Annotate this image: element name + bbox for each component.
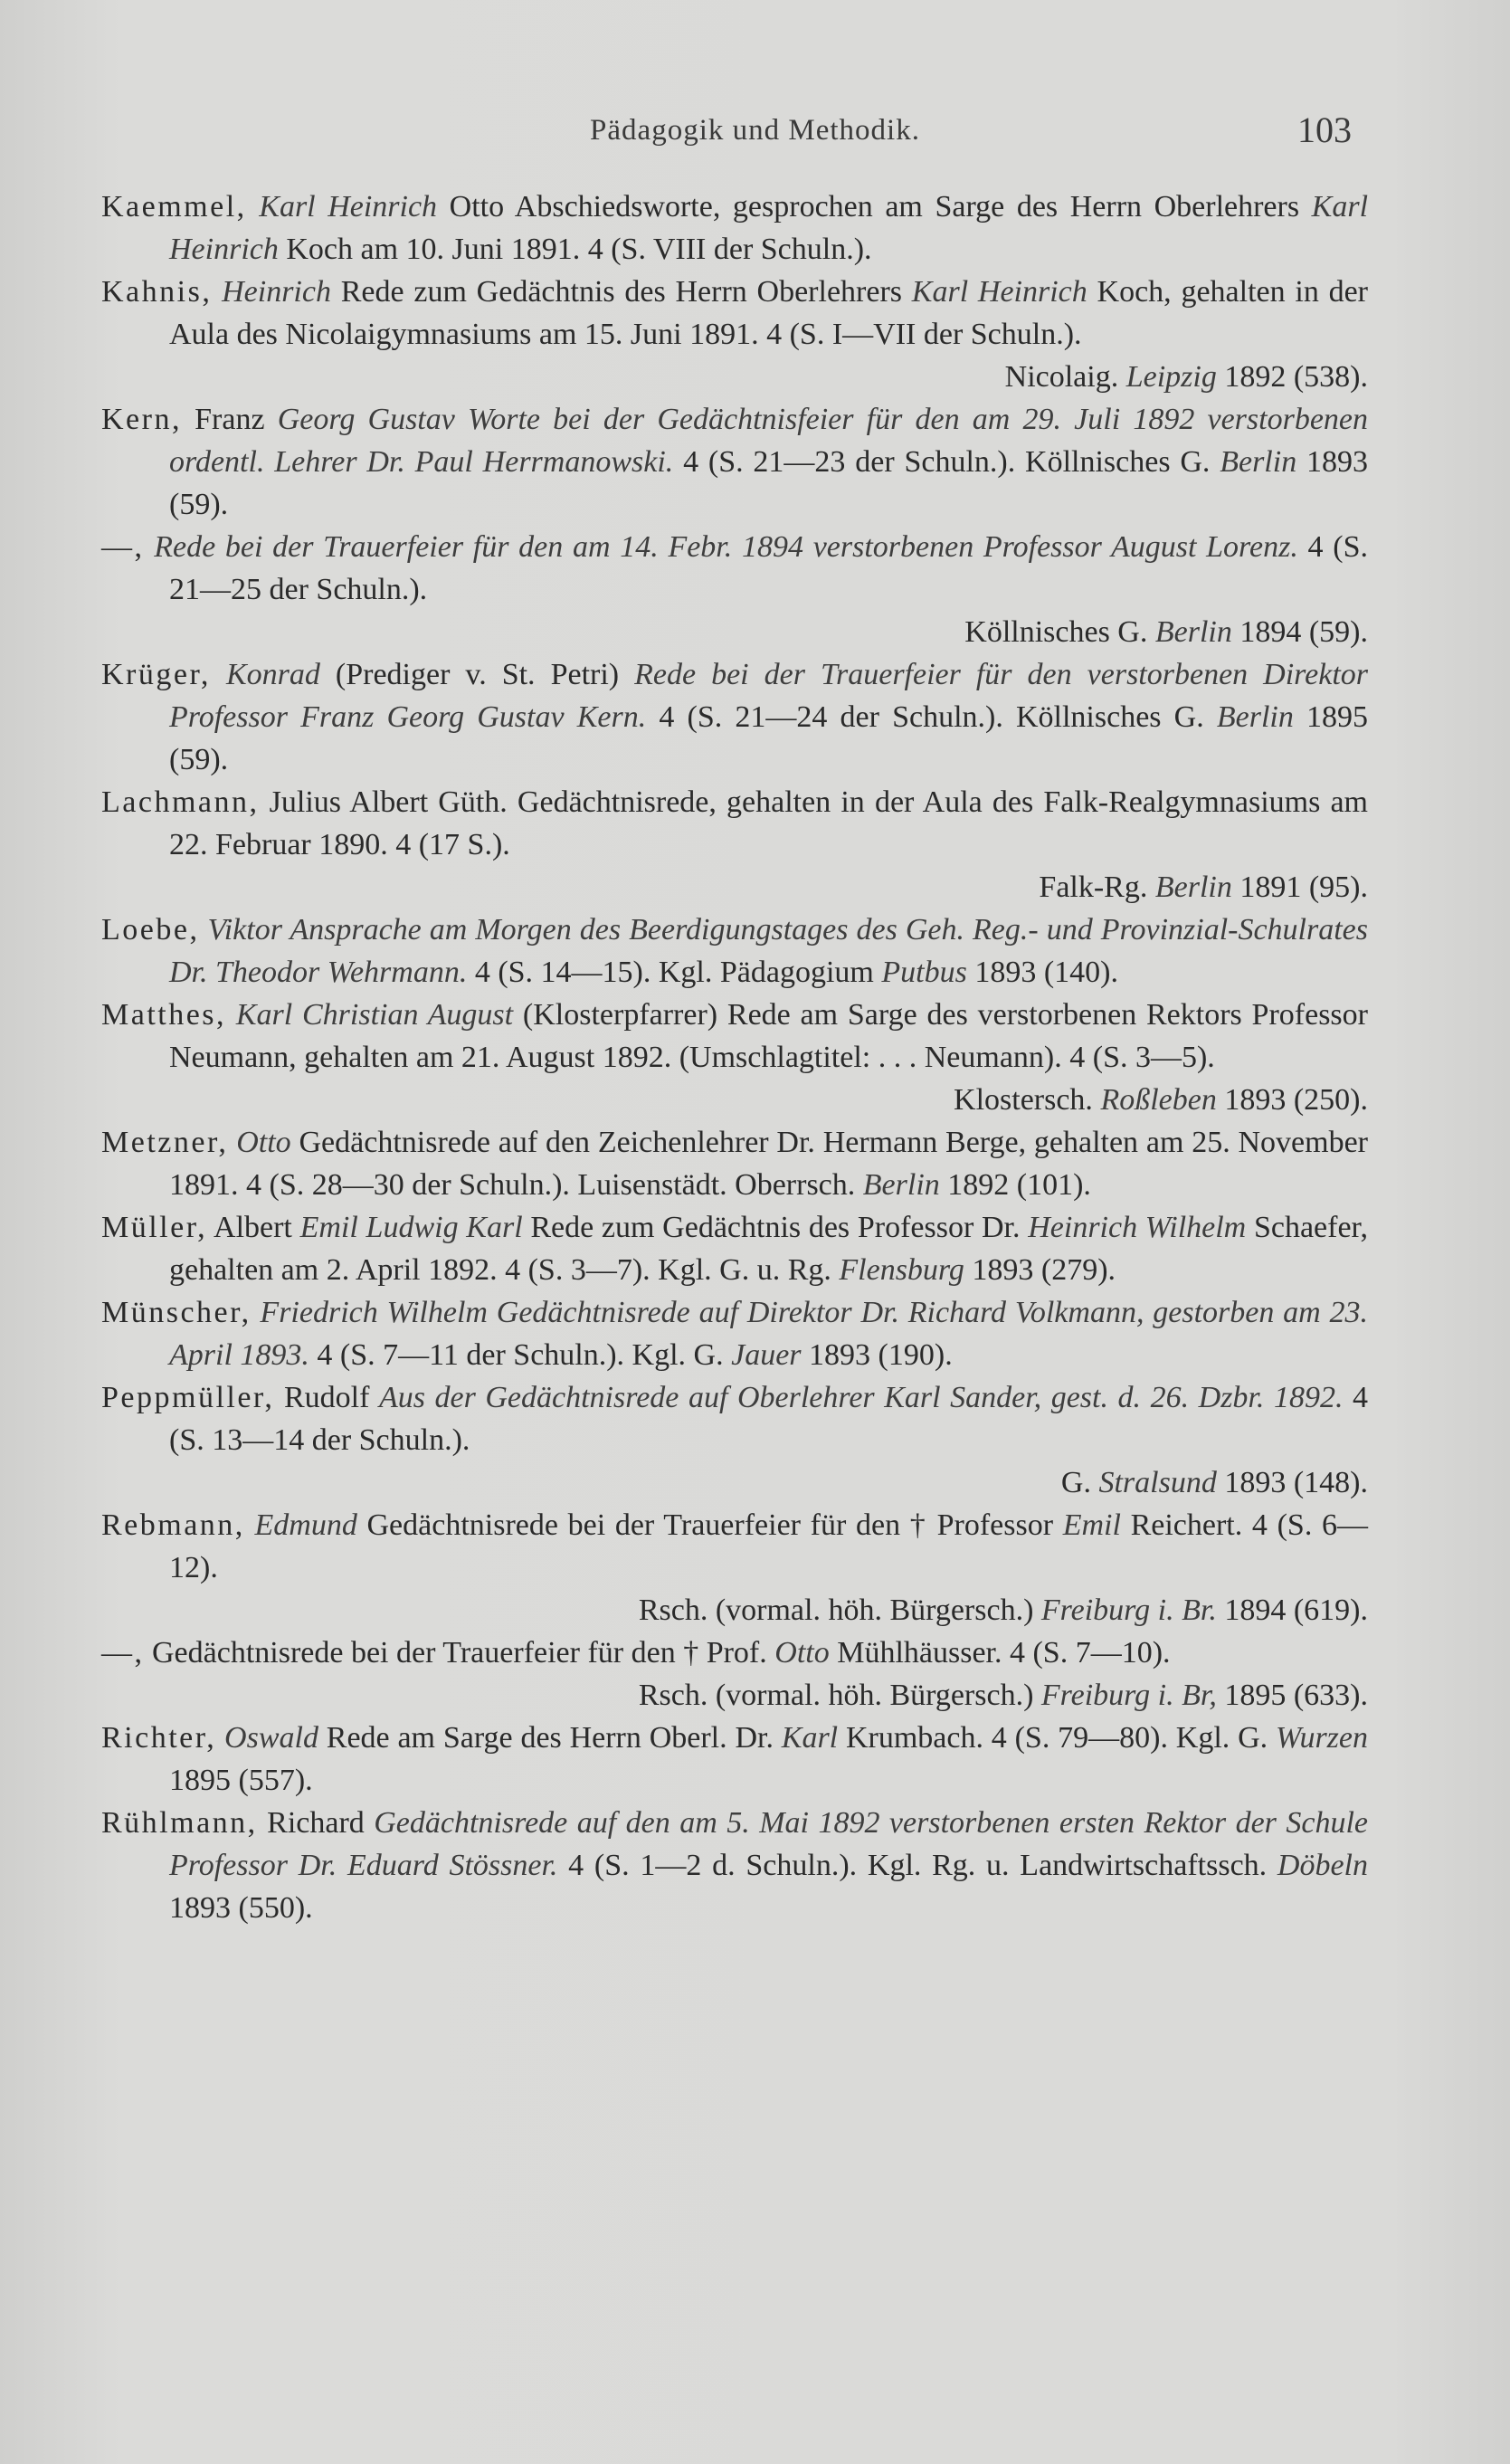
entry-italic-text: Rede bei der Trauerfeier für den verstorbenen Direktor Professor Franz Georg Gustav Kern. (169, 658, 1368, 734)
source-text: 1893 (250). (1216, 1083, 1368, 1117)
source-text: Rsch. (vormal. höh. Bürgersch.) (638, 1594, 1041, 1627)
bibliography-entry (101, 526, 1368, 653)
entry-source (169, 1674, 1368, 1717)
entry-italic-text: Putbus (881, 956, 967, 989)
entry-text: 4 (S. 1—2 d. Schuln.). Kgl. Rg. u. Landwirtschaftssch. (557, 1849, 1277, 1882)
entry-italic-text: Rede bei der Trauerfeier für den am 14. Febr. 1894 verstorbenen Professor August Lorenz. (154, 530, 1298, 564)
entry-source (169, 1589, 1368, 1632)
entry-italic-text: Karl Christian August (235, 998, 514, 1032)
bibliography-entry (101, 909, 1368, 994)
source-text: 1891 (95). (1231, 870, 1368, 904)
source-place: Leipzig (1125, 360, 1217, 394)
entry-text (216, 1721, 224, 1755)
bibliography-entry (101, 781, 1368, 909)
running-title: Pädagogik und Methodik. (590, 114, 920, 147)
source-place: Roßleben (1100, 1083, 1217, 1117)
entry-author: Kern, (101, 403, 182, 436)
entry-italic-text: Karl Heinrich (259, 190, 438, 224)
source-place: Freiburg i. Br. (1040, 1594, 1217, 1627)
entry-text: Koch am 10. Juni 1891. 4 (S. VIII der Schuln.). (278, 233, 872, 266)
source-text: 1893 (148). (1216, 1466, 1368, 1499)
bibliography-entry (101, 186, 1368, 271)
page-header (0, 107, 1510, 161)
entry-text: Franz (181, 403, 278, 436)
entry-text: 1893 (550). (169, 1891, 313, 1925)
entry-author: Peppmüller, (101, 1381, 275, 1414)
entry-text: Krumbach. 4 (S. 79—80). Kgl. G. (838, 1721, 1276, 1755)
entry-text: (Klosterpfarrer) Rede am Sarge des verstorbenen Rektors Professor Neumann, gehalten am 21. August 1892. (Umschlagtitel: . . . Neumann). 4 (S. 3—5). (169, 998, 1368, 1074)
entry-text: 1893 (59). (169, 445, 1369, 521)
source-text: Klostersch. (954, 1083, 1101, 1117)
entry-italic-text: Edmund (254, 1508, 357, 1542)
source-text: Köllnisches G. (964, 615, 1155, 649)
entry-text: Albert (207, 1211, 300, 1244)
source-text: 1894 (59). (1231, 615, 1368, 649)
entry-italic-text: Heinrich (222, 275, 331, 309)
entry-text (245, 1508, 255, 1542)
entry-text: Gedächtnisrede auf den Zeichenlehrer Dr. Hermann Berge, gehalten am 25. November 1891. 4 (S. 28—30 der Schuln.). Luisenstädt. Oberrsch. (169, 1126, 1369, 1202)
source-text: 1892 (538). (1216, 360, 1368, 394)
bibliography-entry (101, 994, 1368, 1121)
bibliography-entry (101, 1802, 1368, 1929)
entry-text: Richard (257, 1806, 375, 1840)
entry-text: 1893 (190). (801, 1338, 953, 1372)
source-place: Stralsund (1098, 1466, 1217, 1499)
entry-italic-text: Georg Gustav Worte bei der Gedächtnisfeier für den am 29. Juli 1892 verstorbenen ordentl. Lehrer Dr. Paul Herrmanowski. (169, 403, 1368, 479)
entry-text: Rudolf (274, 1381, 379, 1414)
entry-italic-text: Berlin (862, 1168, 940, 1202)
entry-author: —, (101, 530, 145, 564)
entry-italic-text: Karl (781, 1721, 839, 1755)
bibliography-entry (101, 1291, 1368, 1376)
entry-text: Rede zum Gedächtnis des Professor Dr. (522, 1211, 1029, 1244)
entry-italic-text: Oswald (224, 1721, 318, 1755)
bibliography-entry (101, 1121, 1368, 1206)
page-number: 103 (1297, 109, 1352, 150)
entry-author: Müller, (101, 1211, 208, 1244)
entry-text: Koch, gehalten in der Aula des Nicolaigymnasiums am 15. Juni 1891. 4 (S. I—VII der Schuln.). (169, 275, 1369, 351)
entry-author: Lachmann, (101, 785, 260, 819)
entry-source (169, 1461, 1368, 1504)
source-text: Rsch. (vormal. höh. Bürgersch.) (638, 1679, 1041, 1712)
entry-text (145, 530, 155, 564)
entry-italic-text: Flensburg (839, 1253, 964, 1287)
entry-text: Rede zum Gedächtnis des Herrn Oberlehrers (330, 275, 912, 309)
entry-text: Otto Abschiedsworte, gesprochen am Sarge des Herrn Oberlehrers (437, 190, 1312, 224)
entry-text: 1893 (140). (966, 956, 1118, 989)
entry-italic-text: Berlin (1216, 700, 1294, 734)
entry-text (226, 998, 236, 1032)
entry-text (228, 1126, 236, 1159)
entry-text: 4 (S. 21—25 der Schuln.). (169, 530, 1369, 606)
entry-text: Mühlhäusser. 4 (S. 7—10). (829, 1636, 1171, 1670)
entry-author: Loebe, (101, 913, 200, 947)
entry-italic-text: Otto (774, 1636, 830, 1670)
source-text: 1895 (633). (1216, 1679, 1368, 1712)
entry-text: 4 (S. 21—24 der Schuln.). Köllnisches G. (646, 700, 1217, 734)
entry-text: 4 (S. 13—14 der Schuln.). (169, 1381, 1369, 1457)
entry-italic-text: Viktor Ansprache am Morgen des Beerdigungstages des Geh. Reg.- und Provinzial-Schulrates Dr. Theodor Wehrmann. (169, 913, 1369, 989)
entry-italic-text: Karl Heinrich (911, 275, 1087, 309)
bibliography-list (101, 186, 1368, 1929)
source-place: Freiburg i. Br, (1040, 1679, 1217, 1712)
entry-text (247, 190, 260, 224)
entry-text: 4 (S. 21—23 der Schuln.). Köllnisches G. (673, 445, 1220, 479)
entry-italic-text: Gedächtnisrede auf den am 5. Mai 1892 verstorbenen ersten Rektor der Schule Professor Dr. Eduard Stössner. (169, 1806, 1368, 1882)
entry-text: Schaefer, gehalten am 2. April 1892. 4 (S. 3—7). Kgl. G. u. Rg. (169, 1211, 1369, 1287)
entry-text: Rede am Sarge des Herrn Oberl. Dr. (318, 1721, 782, 1755)
entry-italic-text: Konrad (225, 658, 320, 691)
entry-text: Gedächtnisrede bei der Trauerfeier für den † Professor (356, 1508, 1063, 1542)
bibliography-entry (101, 1504, 1368, 1632)
source-text: Falk-Rg. (1039, 870, 1155, 904)
entry-text: Gedächtnisrede bei der Trauerfeier für den † Prof. (144, 1636, 775, 1670)
entry-italic-text: Emil Ludwig Karl (299, 1211, 523, 1244)
entry-italic-text: Friedrich Wilhelm Gedächtnisrede auf Direktor Dr. Richard Volkmann, gestorben am 23. April 1893. (169, 1296, 1368, 1372)
entry-author: Metzner, (101, 1126, 229, 1159)
entry-text: 4 (S. 14—15). Kgl. Pädagogium (467, 956, 882, 989)
entry-italic-text: Wurzen (1276, 1721, 1368, 1755)
entry-italic-text: Jauer (731, 1338, 802, 1372)
bibliography-entry (101, 1376, 1368, 1504)
entry-author: Münscher, (101, 1296, 252, 1329)
entry-text (212, 275, 222, 309)
entry-text: 1892 (101). (939, 1168, 1091, 1202)
entry-source (169, 356, 1368, 398)
entry-author: Matthes, (101, 998, 227, 1032)
entry-italic-text: Emil (1062, 1508, 1121, 1542)
bibliography-entry (101, 1206, 1368, 1291)
entry-text: Julius Albert Güth. Gedächtnisrede, gehalten in der Aula des Falk-Realgymnasiums am 22. Februar 1890. 4 (17 S.). (169, 785, 1368, 861)
entry-italic-text: Döbeln (1277, 1849, 1368, 1882)
entry-italic-text: Heinrich Wilhelm (1028, 1211, 1247, 1244)
source-text: Nicolaig. (1004, 360, 1126, 394)
entry-author: Krüger, (101, 658, 211, 691)
entry-text: Reichert. 4 (S. 6—12). (169, 1508, 1368, 1584)
bibliography-entry (101, 1717, 1368, 1802)
entry-author: Rühlmann, (101, 1806, 258, 1840)
entry-text: 1895 (557). (169, 1764, 313, 1797)
entry-text: (Prediger v. St. Petri) (319, 658, 635, 691)
entry-author: Kaemmel, (101, 190, 247, 224)
entry-text (211, 658, 226, 691)
entry-italic-text: Aus der Gedächtnisrede auf Oberlehrer Karl Sander, gest. d. 26. Dzbr. 1892. (378, 1381, 1344, 1414)
entry-author: Rebmann, (101, 1508, 245, 1542)
entry-source (169, 866, 1368, 909)
entry-author: Kahnis, (101, 275, 213, 309)
source-text: G. (1060, 1466, 1099, 1499)
entry-author: Richter, (101, 1721, 217, 1755)
entry-text: 1893 (279). (964, 1253, 1116, 1287)
source-place: Berlin (1154, 615, 1232, 649)
bibliography-entry (101, 653, 1368, 781)
entry-text: 1895 (59). (169, 700, 1369, 776)
bibliography-entry (101, 398, 1368, 526)
entry-text: 4 (S. 7—11 der Schuln.). Kgl. G. (309, 1338, 732, 1372)
entry-italic-text: Karl Heinrich (169, 190, 1369, 266)
source-place: Berlin (1154, 870, 1232, 904)
bibliography-entry (101, 271, 1368, 398)
entry-source (169, 611, 1368, 653)
entry-text (252, 1296, 261, 1329)
source-text: 1894 (619). (1216, 1594, 1368, 1627)
entry-italic-text: Otto (236, 1126, 291, 1159)
entry-italic-text: Berlin (1220, 445, 1297, 479)
bibliography-entry (101, 1632, 1368, 1717)
entry-source (169, 1079, 1368, 1121)
entry-author: —, (101, 1636, 145, 1670)
